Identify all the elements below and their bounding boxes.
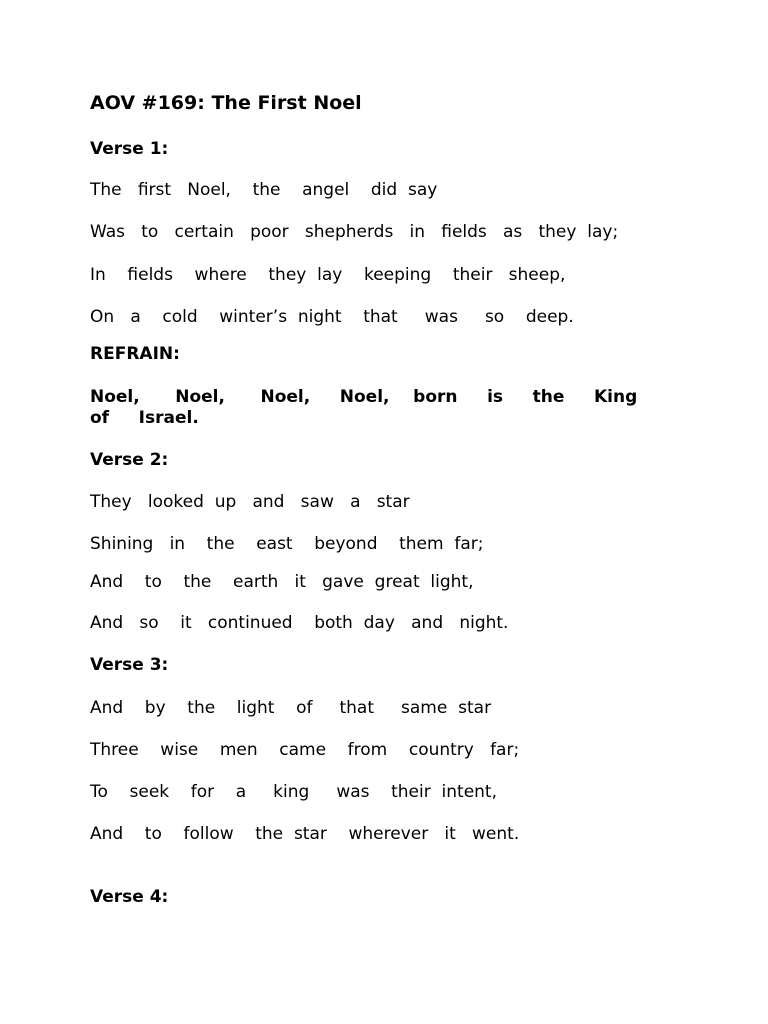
verse-3-line-3: To seek for a king was their intent, bbox=[90, 782, 498, 802]
verse-1-line-1: The first Noel, the angel did say bbox=[90, 180, 438, 200]
verse-4-heading: Verse 4: bbox=[90, 887, 169, 907]
verse-3-heading: Verse 3: bbox=[90, 655, 169, 675]
refrain-line-1: Noel, Noel, Noel, Noel, born is the King bbox=[90, 387, 638, 407]
page-title: AOV #169: The First Noel bbox=[90, 92, 362, 114]
verse-2-line-2: Shining in the east beyond them far; bbox=[90, 534, 484, 554]
verse-2-line-1: They looked up and saw a star bbox=[90, 492, 410, 512]
verse-1-heading: Verse 1: bbox=[90, 139, 169, 159]
verse-2-line-3: And to the earth it gave great light, bbox=[90, 572, 474, 592]
verse-2-line-4: And so it continued both day and night. bbox=[90, 613, 509, 633]
refrain-heading: REFRAIN: bbox=[90, 344, 180, 364]
verse-3-line-4: And to follow the star wherever it went. bbox=[90, 824, 520, 844]
refrain-line-2: of Israel. bbox=[90, 408, 199, 428]
verse-1-line-3: In fields where they lay keeping their sheep, bbox=[90, 265, 566, 285]
verse-1-line-4: On a cold winter’s night that was so deep. bbox=[90, 307, 574, 327]
verse-2-heading: Verse 2: bbox=[90, 450, 169, 470]
verse-3-line-2: Three wise men came from country far; bbox=[90, 740, 520, 760]
verse-1-line-2: Was to certain poor shepherds in fields as they lay; bbox=[90, 222, 619, 242]
verse-3-line-1: And by the light of that same star bbox=[90, 698, 492, 718]
